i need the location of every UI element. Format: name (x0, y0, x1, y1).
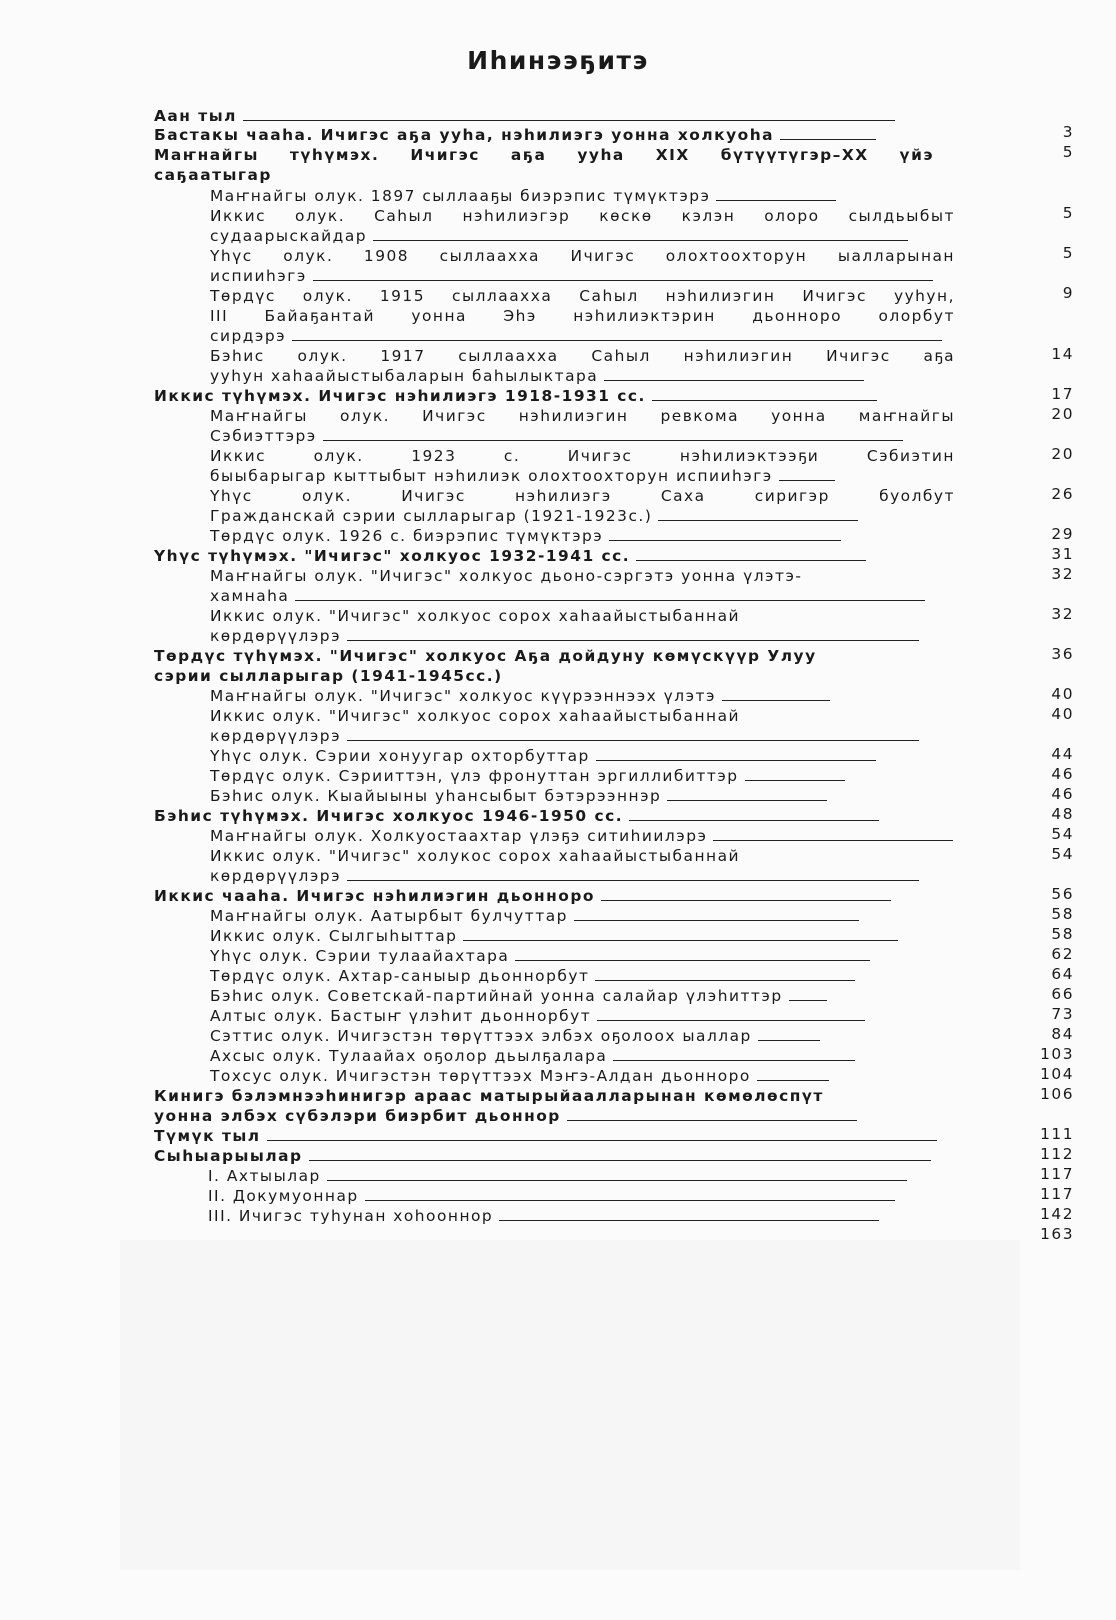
page-number: 40 (1051, 705, 1074, 723)
page-number: 20 (1051, 405, 1074, 423)
page-number: 58 (1051, 925, 1074, 943)
page-number: 40 (1051, 685, 1074, 703)
toc-line: Иккис олук. Саһыл нэһилиэгэр көскө кэлэн олоро сылдьыбыт (210, 207, 955, 225)
toc-line: Маҥнайгы олук. "Ичигэс" холкуос дьоно-сэргэтэ уонна үлэтэ- (210, 567, 803, 585)
toc-line: Сыһыарыылар (154, 1146, 931, 1166)
leader (574, 909, 859, 921)
toc-line: судаарыскайдар (210, 226, 908, 246)
toc-line: Төрдүс олук. Ахтар-саныыр дьоннорбут (210, 966, 855, 986)
toc-line: Бэһис олук. 1917 сыллаахха Саһыл нэһилиэгин Ичигэс аҕа (210, 347, 955, 365)
page-number: 5 (1062, 244, 1074, 262)
toc-line: быыбарыгар кыттыбыт нэһилиэк олохтоохторун испииһэгэ (210, 466, 835, 486)
page-number: 117 (1040, 1185, 1074, 1203)
toc-line: Үһүс олук. 1908 сыллаахха Ичигэс олохтоохторун ыалларынан (210, 247, 955, 265)
page-number: 112 (1040, 1145, 1074, 1163)
leader (327, 1169, 907, 1181)
page-number: 54 (1051, 845, 1074, 863)
toc-line: Алтыс олук. Бастыҥ үлэһит дьоннорбут (210, 1006, 865, 1026)
toc-line: II. Докумуоннар (208, 1186, 895, 1206)
toc-line: Иккис олук. "Ичигэс" холкуос сорох хаһаайыстыбаннай (210, 707, 741, 725)
toc-line: Кинигэ бэлэмнээһинигэр араас матырыйаалларынан көмөлөспүт (154, 1087, 824, 1105)
toc-line: саҕаатыгар (154, 166, 272, 184)
leader (515, 949, 870, 961)
toc-line: Тохсус олук. Ичигэстэн төрүттээх Мэҥэ-Алдан дьонноро (210, 1066, 829, 1086)
toc-line: сирдэрэ (210, 326, 942, 346)
page-number: 104 (1040, 1065, 1074, 1083)
page-number: 64 (1051, 965, 1074, 983)
page-number: 31 (1051, 545, 1074, 563)
toc-line: Маҥнайгы олук. Холкуостаахтар үлэҕэ ситиһиилэрэ (210, 826, 953, 846)
page-number: 48 (1051, 805, 1074, 823)
toc-line: Иккис олук. "Ичигэс" холкуос сорох хаһаайыстыбаннай (210, 607, 741, 625)
toc-line: Аан тыл (154, 106, 895, 126)
toc-line: Төрдүс олук. 1915 сыллаахха Саһыл нэһилиэгин Ичигэс ууһун, (210, 287, 955, 305)
leader (716, 189, 836, 201)
page-number: 3 (1062, 123, 1074, 141)
page-number: 29 (1051, 525, 1074, 543)
toc-line: Иккис түһүмэх. Ичигэс нэһилиэгэ 1918-1931 сс. (154, 386, 877, 406)
toc-line: испииһэгэ (210, 266, 933, 286)
leader (722, 689, 830, 701)
leader (757, 1069, 829, 1081)
toc-line: Маҥнайгы олук. Аатырбыт булчуттар (210, 906, 859, 926)
leader (267, 1129, 937, 1141)
leader (243, 109, 895, 121)
page-number: 5 (1062, 143, 1074, 161)
leader (658, 509, 858, 521)
leader (323, 429, 903, 441)
toc-line: Үһүс түһүмэх. "Ичигэс" холкуос 1932-1941 сс. (154, 546, 866, 566)
leader (601, 889, 891, 901)
page-number: 163 (1040, 1225, 1074, 1243)
page-number: 62 (1051, 945, 1074, 963)
toc-line: Ахсыс олук. Тулаайах оҕолор дьылҕалара (210, 1046, 855, 1066)
leader (609, 529, 841, 541)
toc-line: Иккис олук. "Ичигэс" холукос сорох хаһаайыстыбаннай (210, 847, 741, 865)
leader (595, 969, 855, 981)
toc-line: Түмүк тыл (154, 1126, 937, 1146)
page-number: 54 (1051, 825, 1074, 843)
leader (780, 128, 876, 140)
toc-line: III. Ичигэс туһунан хоһооннор (208, 1206, 879, 1226)
leader (597, 1009, 865, 1021)
toc-line: Үһүс олук. Ичигэс нэһилиэгэ Саха сиригэр буолбут (210, 487, 955, 505)
toc-line: уонна элбэх сүбэлэри биэрбит дьоннор (154, 1106, 857, 1126)
toc-line: Төрдүс олук. 1926 с. биэрэпис түмүктэрэ (210, 526, 841, 546)
leader (667, 789, 827, 801)
toc-line: көрдөрүүлэрэ (210, 866, 919, 886)
toc-line: I. Ахтыылар (208, 1166, 907, 1186)
toc-line: Төрдүс олук. Сэрииттэн, үлэ фронуттан эргиллибиттэр (210, 766, 845, 786)
leader (347, 869, 919, 881)
page-number: 58 (1051, 905, 1074, 923)
leader (313, 269, 933, 281)
leader (629, 809, 879, 821)
leader (779, 469, 835, 481)
page-number: 20 (1051, 445, 1074, 463)
toc-line: Бэһис олук. Кыайыыны уһансыбыт бэтэрээннэр (210, 786, 827, 806)
page-number: 17 (1051, 385, 1074, 403)
page-number: 5 (1062, 204, 1074, 222)
page-number: 106 (1040, 1085, 1074, 1103)
page-number: 26 (1051, 485, 1074, 503)
toc-line: сэрии сылларыгар (1941-1945сс.) (154, 667, 503, 685)
page-number: 66 (1051, 985, 1074, 1003)
page-number: 46 (1051, 765, 1074, 783)
page-title: Иһинээҕитэ (467, 46, 649, 75)
toc-line: Маҥнайгы олук. "Ичигэс" холкуос күүрээннээх үлэтэ (210, 686, 830, 706)
leader (347, 629, 919, 641)
page-number: 36 (1051, 645, 1074, 663)
toc-line: ууһун хаһаайыстыбаларын баһылыктара (210, 366, 864, 386)
leader (604, 369, 864, 381)
page-number: 46 (1051, 785, 1074, 803)
page-number: 14 (1051, 345, 1074, 363)
toc-line: Маҥнайгы түһүмэх. Ичигэс аҕа ууһа XIX бүтүүтүгэр–XX үйэ (154, 146, 934, 164)
leader (613, 1049, 855, 1061)
leader (789, 989, 827, 1001)
toc-line: хамнаһа (210, 586, 925, 606)
leader (365, 1189, 895, 1201)
page-number: 44 (1051, 745, 1074, 763)
toc-line: Үһүс олук. Сэрии тулаайахтара (210, 946, 870, 966)
leader (347, 729, 919, 741)
page-number: 117 (1040, 1165, 1074, 1183)
toc-line: Иккис олук. 1923 с. Ичигэс нэһилиэктээҕи Сэбиэтин (210, 447, 955, 465)
leader (758, 1029, 820, 1041)
toc-line: Төрдүс түһүмэх. "Ичигэс" холкуос Аҕа дойдуну көмүскүүр Улуу (154, 647, 817, 665)
leader (309, 1149, 931, 1161)
toc-line: көрдөрүүлэрэ (210, 726, 919, 746)
leader (567, 1109, 857, 1121)
toc-line: Үһүс олук. Сэрии хонуугар охторбуттар (210, 746, 876, 766)
leader (373, 229, 908, 241)
toc-line: Маҥнайгы олук. 1897 сыллааҕы биэрэпис түмүктэрэ (210, 186, 836, 206)
toc-line: Иккис чааһа. Ичигэс нэһилиэгин дьонноро (154, 886, 891, 906)
toc-line: Маҥнайгы олук. Ичигэс нэһилиэгин ревкома уонна маҥнайгы (210, 407, 955, 425)
toc-line: көрдөрүүлэрэ (210, 626, 919, 646)
page-number: 142 (1040, 1205, 1074, 1223)
toc-line: Бэһис олук. Советскай-партийнай уонна салайар үлэһиттэр (210, 986, 827, 1006)
toc-line: Бэһис түһүмэх. Ичигэс холкуос 1946-1950 сс. (154, 806, 879, 826)
toc-line: Гражданскай сэрии сылларыгар (1921-1923с.) (210, 506, 858, 526)
toc-line: Иккис олук. Сылгыһыттар (210, 926, 898, 946)
page-number: 73 (1051, 1005, 1074, 1023)
leader (713, 829, 953, 841)
leader (636, 549, 866, 561)
page-number: 32 (1051, 565, 1074, 583)
toc-line: III Байаҕантай уонна Эһэ нэһилиэктэрин дьонноро олорбут (210, 307, 955, 325)
page-number: 9 (1062, 284, 1074, 302)
leader (295, 589, 925, 601)
page-number: 32 (1051, 605, 1074, 623)
page-number: 111 (1040, 1125, 1074, 1143)
leader (596, 749, 876, 761)
toc-line: Сэттис олук. Ичигэстэн төрүттээх элбэх оҕолоох ыаллар (210, 1026, 820, 1046)
leader (463, 929, 898, 941)
leader (652, 389, 877, 401)
leader (745, 769, 845, 781)
page-number: 103 (1040, 1045, 1074, 1063)
toc-line: Сэбиэттэрэ (210, 426, 903, 446)
leader (499, 1209, 879, 1221)
page-number: 84 (1051, 1025, 1074, 1043)
toc-line: Бастакы чааһа. Ичигэс аҕа ууһа, нэһилиэгэ уонна холкуоһа (154, 125, 876, 145)
page-number: 56 (1051, 885, 1074, 903)
leader (292, 329, 942, 341)
